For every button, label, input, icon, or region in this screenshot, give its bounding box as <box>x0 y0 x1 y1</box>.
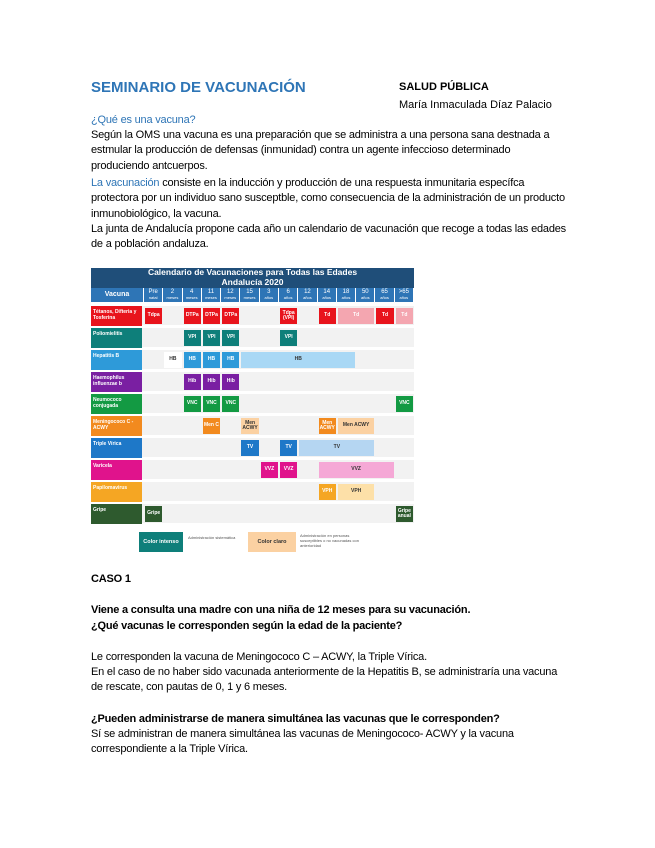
age-column-header <box>337 288 356 302</box>
document-title: SEMINARIO DE VACUNACIÓN <box>91 79 306 96</box>
row-vaccine-label: Meningococo C - ACWY <box>91 416 142 436</box>
age-column-header <box>279 288 298 302</box>
age-column-header <box>240 288 259 302</box>
dose-cell: Hib <box>203 374 220 390</box>
dose-cell: VVZ <box>319 462 394 478</box>
dose-cell: VPI <box>184 330 201 346</box>
dose-cell: Men C <box>203 418 220 434</box>
dose-cell: VPH <box>338 484 375 500</box>
age-column-header <box>318 288 337 302</box>
dose-cell: VPI <box>222 330 239 346</box>
age-column-unit: años <box>341 295 351 300</box>
age-column-value: Pre <box>148 289 158 295</box>
age-column-header <box>356 288 375 302</box>
age-column-value: >65 <box>398 289 409 295</box>
vacunacion-term: La vacunación <box>91 177 160 189</box>
age-column-unit: meses <box>185 295 198 300</box>
age-column-value: 12 <box>304 289 311 295</box>
dose-cell: VPI <box>280 330 297 346</box>
age-column-value: 6 <box>286 289 290 295</box>
dose-cell: VNC <box>184 396 201 412</box>
age-column-value: 2 <box>170 289 175 295</box>
age-column-unit: años <box>264 295 274 300</box>
age-column-header <box>163 288 182 302</box>
age-column-unit: años <box>399 295 409 300</box>
dose-cell: Hib <box>184 374 201 390</box>
case1-answer-3: Sí se administran de manera simultánea las vacunas de Meningococo- ACWY y la vacuna correspondiente a la Triple Vírica. <box>91 728 514 756</box>
dose-cell: Gripe <box>145 506 162 522</box>
table-title-line1: Calendario de Vacunaciones para Todas las Edades <box>147 267 358 277</box>
age-column-value: 12 <box>226 289 234 295</box>
case1-question-line2: ¿Qué vacunas le corresponden según la edad de la paciente? <box>91 620 403 632</box>
department-label: SALUD PÚBLICA <box>399 81 489 93</box>
age-column-value: 4 <box>190 289 194 295</box>
dose-cell: HB <box>241 352 355 368</box>
age-column-header <box>375 288 394 302</box>
age-column-header <box>395 288 414 302</box>
age-column-unit: años <box>322 295 332 300</box>
row-vaccine-label: Gripe <box>91 504 142 524</box>
intro-question: ¿Qué es una vacuna? <box>91 114 196 126</box>
table-title-line2: Andalucía 2020 <box>221 276 284 287</box>
age-column-unit: años <box>283 295 293 300</box>
dose-cell: HB <box>164 352 181 368</box>
age-column-header <box>260 288 279 302</box>
dose-cell: TV <box>241 440 258 456</box>
dose-cell: Td <box>396 308 413 324</box>
age-column-unit: años <box>360 295 370 300</box>
case1-answer-1: Le corresponden la vacuna de Meningococo C – ACWY, la Triple Vírica. <box>91 651 427 663</box>
dose-cell: DTPa <box>222 308 239 324</box>
dose-cell: Men ACWY <box>319 418 336 434</box>
row-vaccine-label: Triple Vírica <box>91 438 142 458</box>
dose-cell: Men ACWY <box>338 418 375 434</box>
intro-paragraph-1: Según la OMS una vacuna es una preparación que se administra a una persona sana destnada a estmular la producción de defensas (inmunidad) contra un agente infeccioso determinado produciendo antcuerpos. <box>91 129 550 172</box>
dose-cell: DTPa <box>184 308 201 324</box>
row-vaccine-label: Papilomavirus <box>91 482 142 502</box>
vaccination-calendar-table <box>91 267 414 548</box>
age-column-value: 15 <box>246 289 253 295</box>
age-column-value: 11 <box>207 289 215 295</box>
dose-cell: HB <box>222 352 239 368</box>
author-name: María Inmaculada Díaz Palacio <box>399 99 552 111</box>
dose-cell: Td <box>319 308 336 324</box>
age-column-value: 18 <box>342 289 350 295</box>
dose-cell: VNC <box>203 396 220 412</box>
age-column-unit: meses <box>224 295 237 300</box>
dose-cell: TV <box>280 440 297 456</box>
dose-cell: Hib <box>222 374 239 390</box>
legend-intense-swatch: Color intenso <box>139 532 183 552</box>
legend-light-swatch: Color claro <box>248 532 296 552</box>
dose-cell: Gripe anual <box>396 506 413 522</box>
dose-cell: HB <box>203 352 220 368</box>
age-column-unit: natal <box>148 295 158 300</box>
row-vaccine-label: Poliomielitis <box>91 328 142 348</box>
age-column-unit: meses <box>166 295 179 300</box>
legend-light-desc: Administración en personas susceptibles o no vacunadas con anterioridad <box>300 533 359 548</box>
case1-answer-2: En el caso de no haber sido vacunada anteriormente de la Hepatitis B, se administraría una vacuna de rescate, con pautas de 0, 1 y 6 meses. <box>91 666 558 694</box>
dose-cell: Tdpa (VPI) <box>280 308 297 324</box>
dose-cell: Td <box>338 308 375 324</box>
age-column-header <box>221 288 240 302</box>
dose-cell: Tdpa <box>145 308 162 324</box>
dose-cell: VNC <box>222 396 239 412</box>
dose-cell: VVZ <box>261 462 278 478</box>
age-column-value: 3 <box>267 289 271 295</box>
row-vaccine-label: Tétanos, Difteria y Tosferina <box>91 306 142 326</box>
age-column-unit: años <box>303 295 312 300</box>
case1-heading: CASO 1 <box>91 573 131 585</box>
dose-cell: VVZ <box>280 462 297 478</box>
row-vaccine-label: Varicela <box>91 460 142 480</box>
case1-question-2: ¿Pueden administrarse de manera simultánea las vacunas que le corresponden? <box>91 713 500 725</box>
age-column-header <box>183 288 202 302</box>
age-column-value: 50 <box>361 289 369 295</box>
age-column-value: 14 <box>323 289 331 295</box>
age-column-unit: meses <box>205 295 217 300</box>
intro-paragraph-2-text: consiste en la inducción y producción de una respuesta inmunitaria específca protectora por un individuo sano susceptble, como consecuencia de la administración de un producto inmunobiológico, la vacuna. <box>91 177 565 220</box>
case1-question-line1: Viene a consulta una madre con una niña de 12 meses para su vacunación. <box>91 604 471 616</box>
intro-paragraph-2 <box>91 176 571 222</box>
age-column-header <box>298 288 317 302</box>
legend-intense-desc: Administración sistemática <box>188 535 236 540</box>
dose-cell: Td <box>376 308 393 324</box>
row-vaccine-label: Hepatitis B <box>91 350 142 370</box>
dose-cell: VPI <box>203 330 220 346</box>
table-title <box>91 268 414 288</box>
dose-cell: VNC <box>396 396 413 412</box>
dose-cell: VPH <box>319 484 336 500</box>
row-vaccine-label: Haemophilus influenzae b <box>91 372 142 392</box>
dose-cell: Men ACWY <box>241 418 258 434</box>
intro-paragraph-3: La junta de Andalucía propone cada año un calendario de vacunación que recoge a todas las edades de a población andaluza. <box>91 223 566 251</box>
dose-cell: DTPa <box>203 308 220 324</box>
vacuna-column-header: Vacuna <box>91 288 144 302</box>
age-column-header <box>202 288 221 302</box>
age-column-header <box>144 288 163 302</box>
dose-cell: TV <box>299 440 374 456</box>
age-column-value: 65 <box>381 289 388 295</box>
age-column-unit: meses <box>243 295 256 300</box>
dose-cell: HB <box>184 352 201 368</box>
age-column-unit: años <box>380 295 389 300</box>
row-vaccine-label: Neumococo conjugada <box>91 394 142 414</box>
